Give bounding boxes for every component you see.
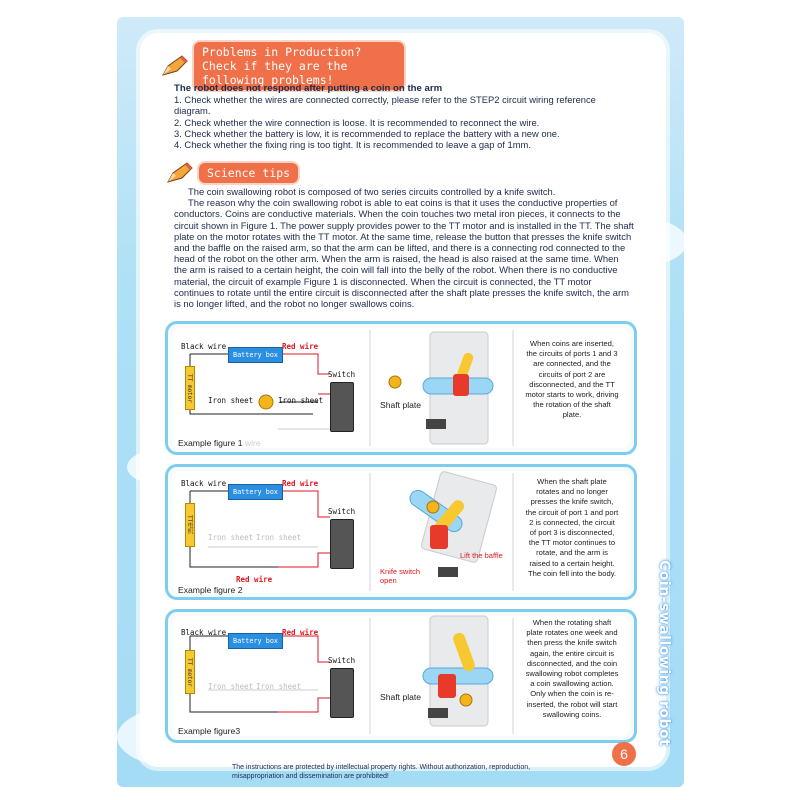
shaft-plate-label: Shaft plate — [380, 400, 422, 410]
tt-motor: TT motor — [185, 650, 195, 694]
knife-switch-label: Knife switch open — [380, 567, 421, 585]
figure-caption: Example figure 2 — [178, 585, 243, 595]
problem-item: 4. Check whether the fixing ring is too tight. It is recommended to leave a gap of 1mm. — [174, 139, 531, 151]
tt-motor: TT电机 — [185, 503, 195, 547]
page-number: 6 — [612, 742, 636, 766]
black-wire-label: Black wire — [181, 479, 227, 488]
pencil-icon — [165, 160, 195, 186]
example-figure-3 — [165, 609, 637, 743]
red-wire-label: Red wire — [236, 575, 273, 584]
red-wire-label: Red wire — [282, 479, 319, 488]
knife-switch-icon — [330, 668, 354, 718]
iron-sheet-label: Iron sheet — [208, 533, 254, 542]
science-section — [174, 186, 634, 309]
iron-sheet-label: Iron sheet — [208, 396, 254, 405]
pencil-icon — [160, 53, 190, 79]
iron-sheet-label: Iron sheet — [208, 682, 254, 691]
switch-label: Switch — [328, 656, 356, 665]
science-paragraph: The coin swallowing robot is composed of two series circuits controlled by a knife switch. — [188, 186, 556, 197]
science-title: Science tips — [199, 163, 298, 183]
copyright-footer: The instructions are protected by intellectual property rights. Without authorization, reproduction, misappropriation and dissemination are prohibited! — [232, 764, 531, 780]
shaft-plate-label: Shaft plate — [380, 692, 422, 702]
switch-label: Switch — [328, 507, 356, 516]
battery-box: Battery box — [228, 347, 283, 363]
science-paragraph: The reason why the coin swallowing robot is able to eat coins is that it uses the conductive properties of conductors. Coins are conductive materials. When the coin touches two metal iron pieces, it connects to the circuit shown in Figure 1. The power supply provides power to the TT motor and is installed in the TT. The shaft plate on the motor rotates with the TT motor. At the same time, release the button that presses the knife switch and the baffle on the raised arm, so that the arm can be lifted, and there is a connecting rod connected to the head of the robot on the other arm. When the arm is raised, the head is also raised at the same time. When the arm is raised to a certain height, the coin will fall into the belly of the robot. When there is no conductive material, the circuit of example Figure 1 is disconnected. When the circuit is connected, the TT motor continues to rotate until the entire circuit is disconnected after the shaft plate presses the knife switch, the arm is no longer lifted, and the robot no longer swallows coins. — [174, 197, 634, 310]
red-wire-label: Red wire — [282, 342, 319, 351]
problem-heading: The robot does not respond after putting a coin on the arm — [174, 83, 443, 94]
figure-description: When coins are inserted, the circuits of ports 1 and 3 are connected, and the circuits of port 2 are disconnected, and the TT motor starts to work, driving the rotation of the shaft plate. — [525, 339, 619, 420]
iron-sheet-label: Iron sheet — [256, 533, 302, 542]
switch-label: Switch — [328, 370, 356, 379]
black-wire-label: Black wire — [181, 628, 227, 637]
problem-item: 1. Check whether the wires are connected correctly, please refer to the STEP2 circuit wiring reference diagram. — [174, 94, 596, 117]
lift-baffle-label: Lift the baffle — [460, 551, 503, 560]
example-figure-1 — [165, 321, 637, 455]
battery-box: Battery box — [228, 633, 283, 649]
example-figure-2 — [165, 464, 637, 600]
iron-sheet-label: Iron sheet — [256, 682, 302, 691]
side-title: Coin-swallowing robot — [656, 560, 672, 747]
figure-caption: Example figure3 — [178, 726, 241, 736]
figure-caption: Example figure 1 wire — [178, 438, 261, 448]
battery-box: Battery box — [228, 484, 283, 500]
red-wire-label: Red wire — [282, 628, 319, 637]
problems-title: Problems in Production? Check if they are the following problems! — [194, 42, 404, 90]
science-badge — [165, 160, 298, 186]
iron-sheet-label: Iron sheet — [278, 396, 324, 405]
figure-description: When the shaft plate rotates and no longer presses the knife switch, the circuit of port 1 and port 2 is connected, the circuit of port 3 is disconnected, the TT motor continues to rotate, and the arm is raised to a certain height. The coin fell into the body. — [525, 477, 619, 578]
knife-switch-icon — [330, 519, 354, 569]
problem-item: 3. Check whether the battery is low, it is recommended to replace the battery with a new one. — [174, 127, 560, 139]
problems-section — [174, 83, 634, 150]
knife-switch-icon — [330, 382, 354, 432]
black-wire-label: Black wire — [181, 342, 227, 351]
figure-description: When the rotating shaft plate rotates one week and then press the knife switch again, the entire circuit is disconnected, and the coin swallowing robot completes a coin swallowing action. Only when the coin is re-inserted, the robot will start swallowing coins. — [525, 618, 619, 719]
tt-motor: TT motor — [185, 366, 195, 410]
problem-item: 2. Check whether the wire connection is loose. It is recommended to reconnect the wire. — [174, 116, 540, 128]
